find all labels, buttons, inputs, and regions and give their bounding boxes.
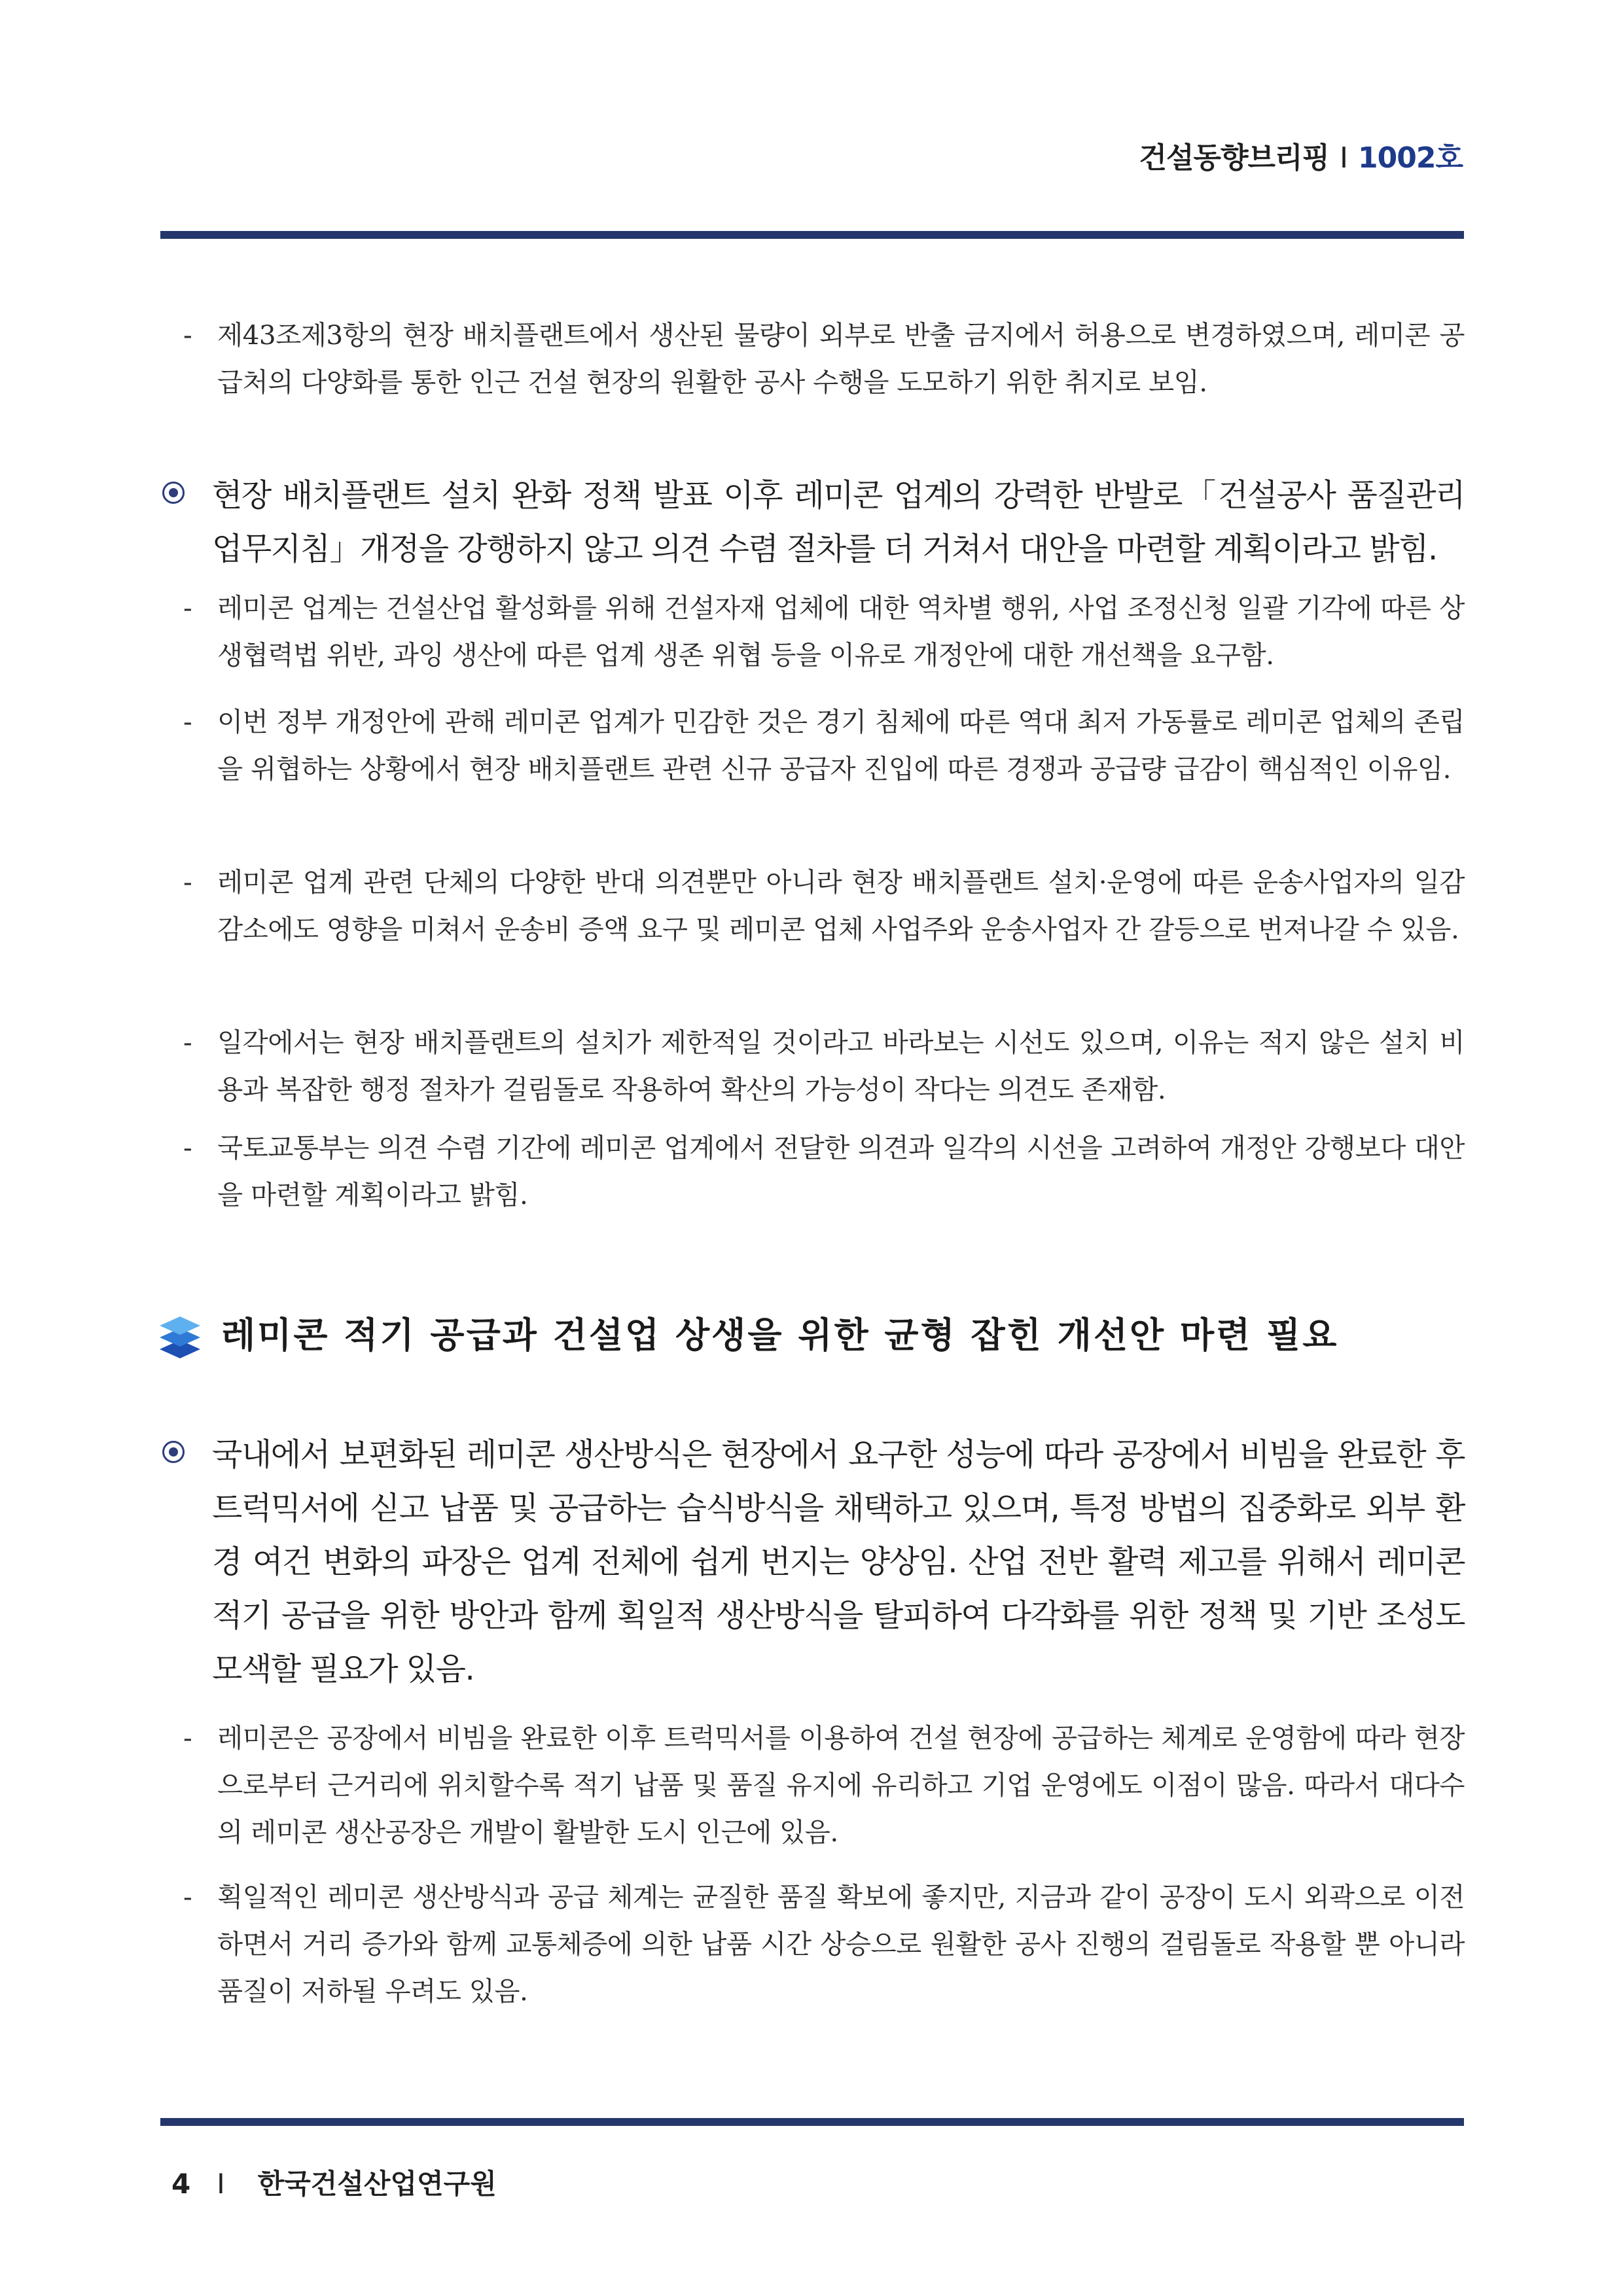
dash-text: 레미콘 업계는 건설산업 활성화를 위해 건설자재 업체에 대한 역차별 행위, 사업 조정신청 일괄 기각에 따른 상생협력법 위반, 과잉 생산에 따른 업계 생존 위협 등을 이유로 개정안에 대한 개선책을 요구함. (217, 592, 1465, 671)
page-number: 4 (171, 2168, 191, 2200)
dash-item (183, 1873, 1465, 2015)
dash-marker: - (183, 319, 192, 351)
page-footer (171, 2163, 497, 2202)
dash-item (183, 1714, 1465, 1856)
dash-item (183, 311, 1465, 406)
dash-item (183, 1124, 1465, 1218)
dash-item (183, 1019, 1465, 1113)
page-header (1139, 134, 1463, 176)
section-title: 레미콘 적기 공급과 건설업 상생을 위한 균형 잡힌 개선안 마련 필요 (221, 1315, 1339, 1356)
dash-item (183, 698, 1465, 792)
dash-text: 국토교통부는 의견 수렴 기간에 레미콘 업계에서 전달한 의견과 일각의 시선을 고려하여 개정안 강행보다 대안을 마련할 계획이라고 밝힘. (217, 1132, 1465, 1210)
bullet-text: 현장 배치플랜트 설치 완화 정책 발표 이후 레미콘 업계의 강력한 반발로「건설공사 품질관리 업무지침」개정을 강행하지 않고 의견 수렴 절차를 더 거쳐서 대안을 마련할 계획이라고 밝힘. (212, 477, 1465, 567)
dash-text: 획일적인 레미콘 생산방식과 공급 체계는 균질한 품질 확보에 좋지만, 지금과 같이 공장이 도시 외곽으로 이전하면서 거리 증가와 함께 교통체증에 의한 납품 시간 상승으로 원활한 공사 진행의 걸림돌로 작용할 뿐 아니라 품질이 저하될 우려도 있음. (217, 1881, 1465, 2007)
footer-separator: I (217, 2168, 225, 2200)
header-rule (160, 231, 1464, 239)
dash-marker: - (183, 706, 192, 737)
bullet-item (162, 1428, 1465, 1696)
dash-marker: - (183, 1722, 192, 1754)
layers-icon (157, 1309, 203, 1361)
dash-text: 레미콘 업계 관련 단체의 다양한 반대 의견뿐만 아니라 현장 배치플랜트 설치·운영에 따른 운송사업자의 일감 감소에도 영향을 미쳐서 운송비 증액 요구 및 레미콘 업체 사업주와 운송사업자 간 갈등으로 번져나갈 수 있음. (217, 866, 1465, 945)
publication-name: 건설동향브리핑 (1139, 141, 1330, 175)
organization-name: 한국건설산업연구원 (257, 2168, 497, 2200)
dash-marker: - (183, 592, 192, 624)
circle-bullet-icon (162, 482, 185, 504)
dash-text: 제43조제3항의 현장 배치플랜트에서 생산된 물량이 외부로 반출 금지에서 허용으로 변경하였으며, 레미콘 공급처의 다양화를 통한 인근 건설 현장의 원활한 공사 수행을 도모하기 위한 취지로 보임. (217, 319, 1465, 398)
bullet-item (162, 468, 1465, 576)
dash-text: 이번 정부 개정안에 관해 레미콘 업계가 민감한 것은 경기 침체에 따른 역대 최저 가동률로 레미콘 업체의 존립을 위협하는 상황에서 현장 배치플랜트 관련 신규 공급자 진입에 따른 경쟁과 공급량 급감이 핵심적인 이유임. (217, 706, 1465, 785)
dash-marker: - (183, 1132, 192, 1163)
dash-marker: - (183, 1027, 192, 1058)
dash-item (183, 584, 1465, 679)
footer-rule (160, 2118, 1464, 2126)
dash-marker: - (183, 1881, 192, 1913)
circle-bullet-icon (162, 1441, 185, 1463)
dash-text: 일각에서는 현장 배치플랜트의 설치가 제한적일 것이라고 바라보는 시선도 있으며, 이유는 적지 않은 설치 비용과 복잡한 행정 절차가 걸림돌로 작용하여 확산의 가능성이 작다는 의견도 존재함. (217, 1027, 1465, 1105)
header-separator: I (1340, 141, 1348, 175)
dash-marker: - (183, 866, 192, 898)
dash-text: 레미콘은 공장에서 비빔을 완료한 이후 트럭믹서를 이용하여 건설 현장에 공급하는 체계로 운영함에 따라 현장으로부터 근거리에 위치할수록 적기 납품 및 품질 유지에 유리하고 기업 운영에도 이점이 많음. 따라서 대다수의 레미콘 생산공장은 개발이 활발한 도시 인근에 있음. (217, 1722, 1465, 1848)
dash-item (183, 858, 1465, 953)
issue-number: 1002호 (1358, 141, 1463, 175)
bullet-text: 국내에서 보편화된 레미콘 생산방식은 현장에서 요구한 성능에 따라 공장에서 비빔을 완료한 후 트럭믹서에 싣고 납품 및 공급하는 습식방식을 채택하고 있으며, 특정 방법의 집중화로 외부 환경 여건 변화의 파장은 업계 전체에 쉽게 번지는 양상임. 산업 전반 활력 제고를 위해서 레미콘 적기 공급을 위한 방안과 함께 획일적 생산방식을 탈피하여 다각화를 위한 정책 및 기반 조성도 모색할 필요가 있음. (212, 1436, 1465, 1687)
section-heading (157, 1309, 1459, 1368)
